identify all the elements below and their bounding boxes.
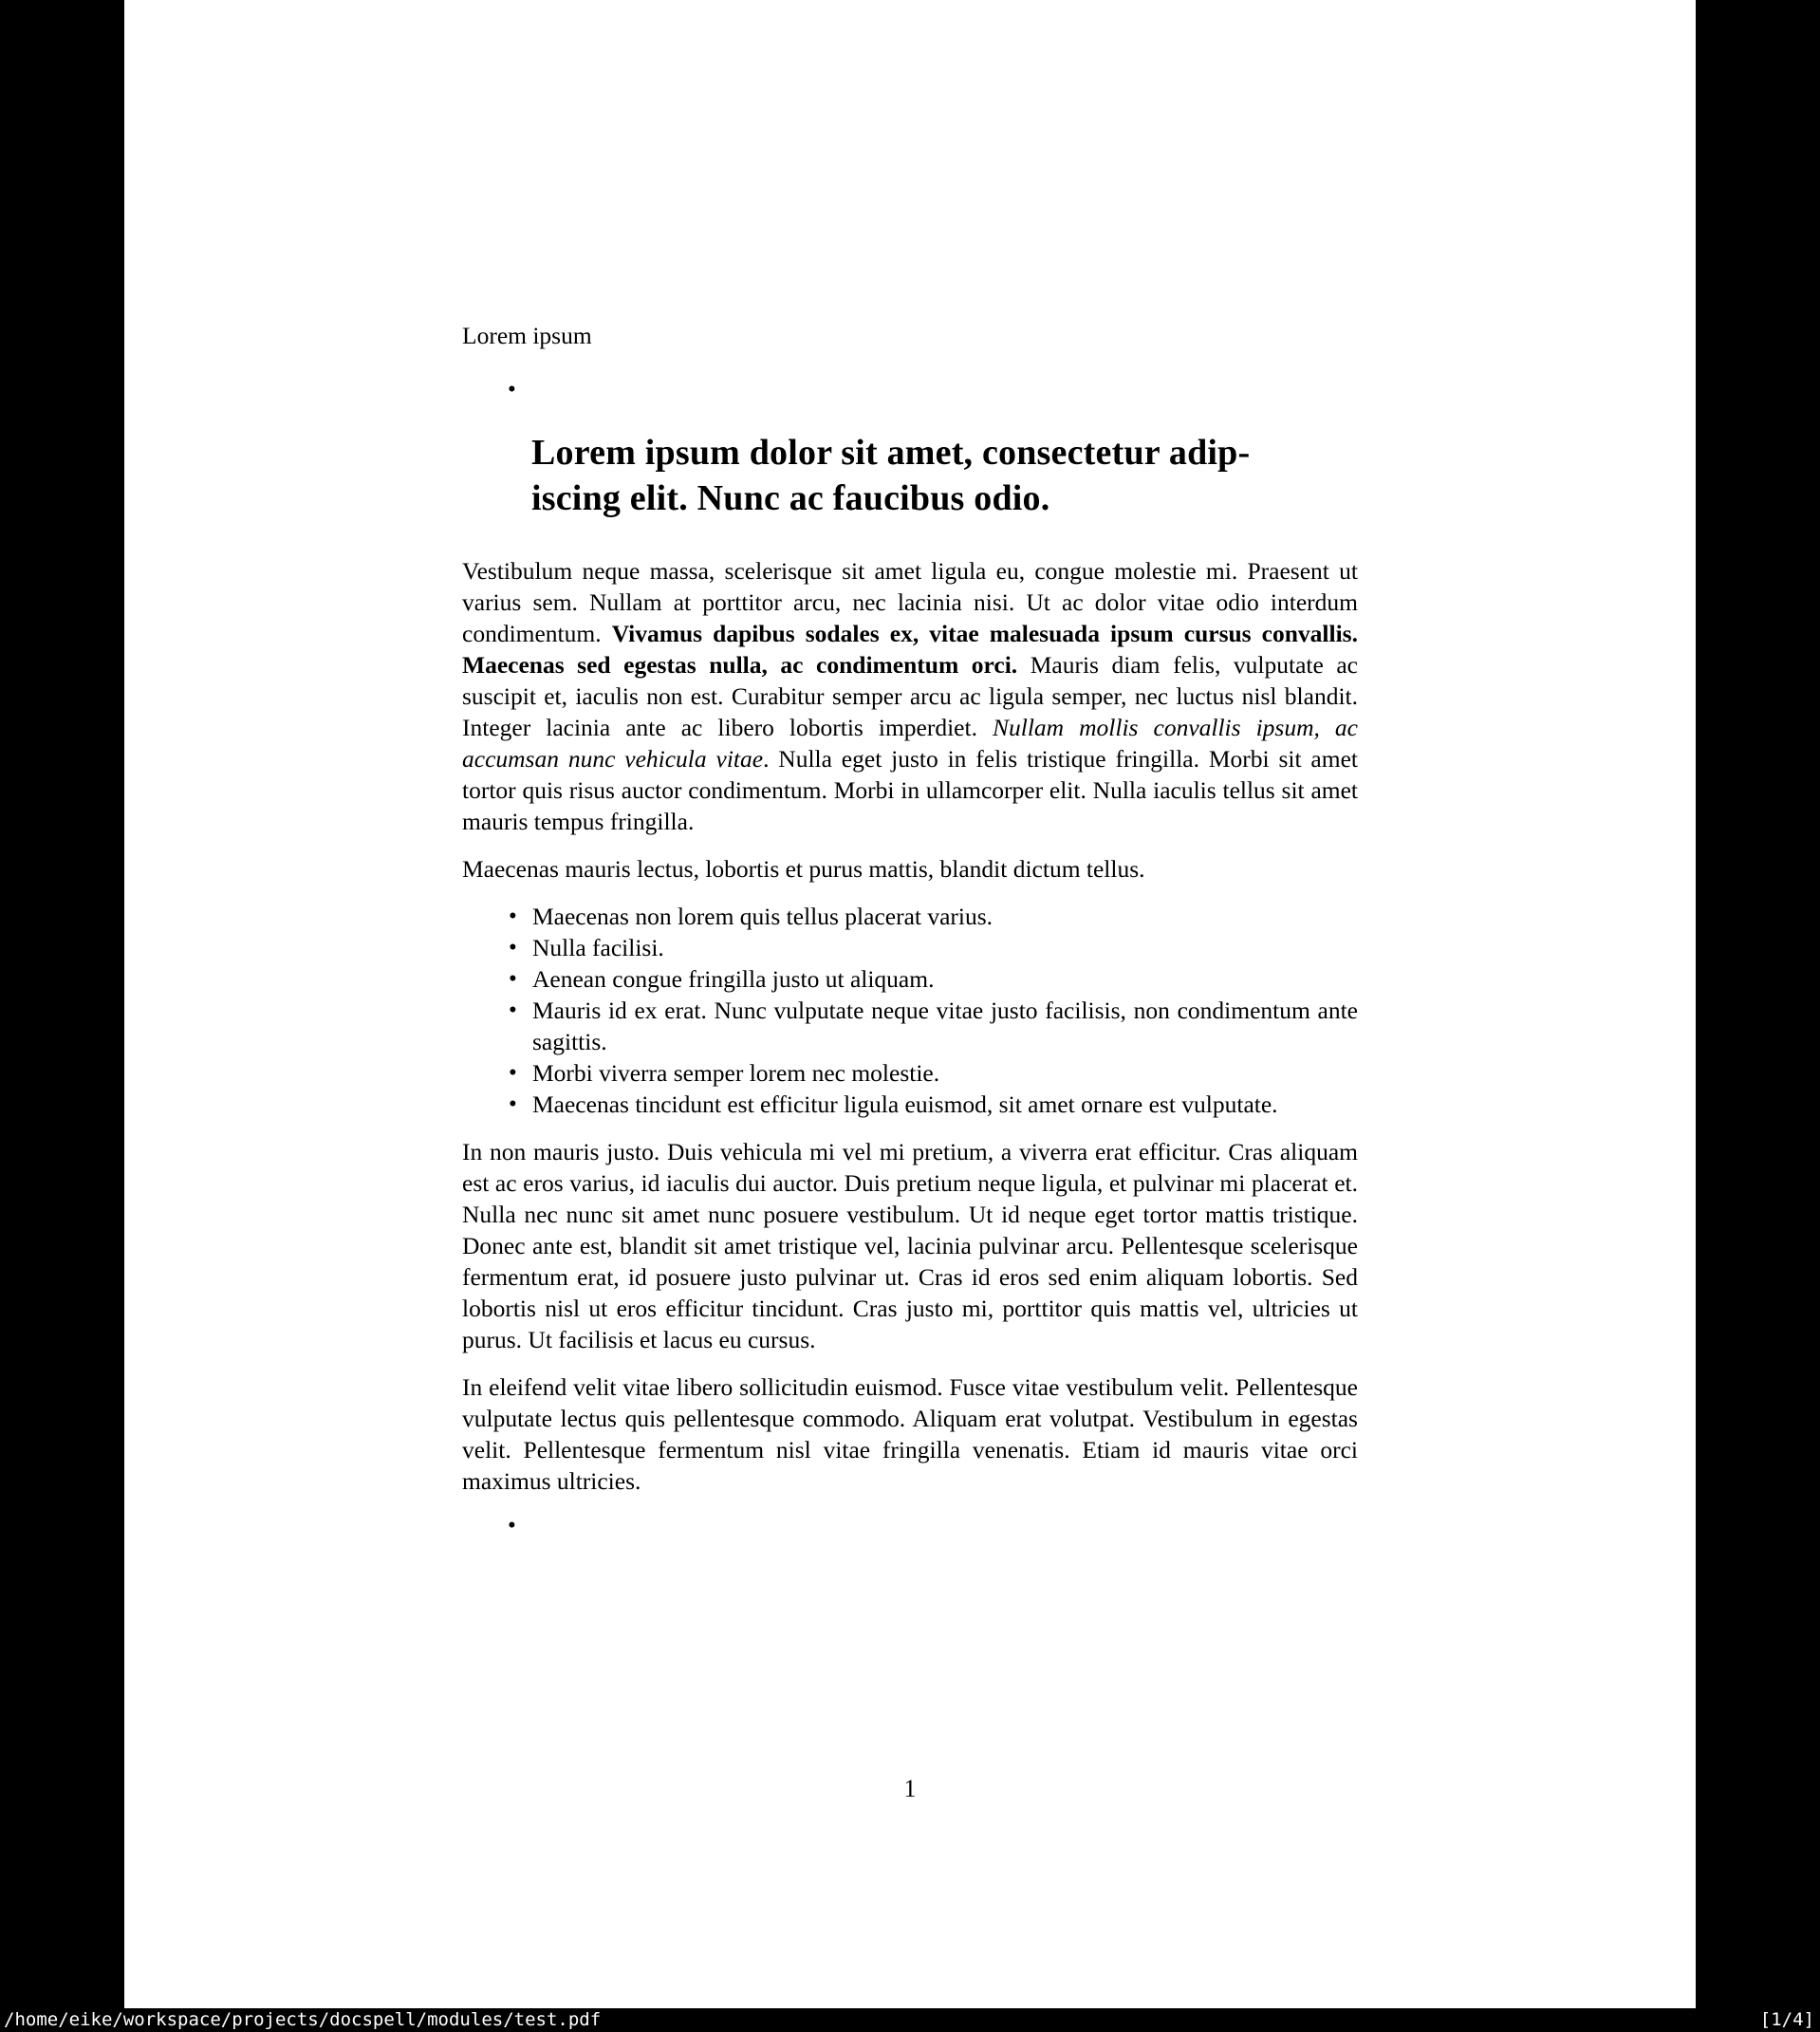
bullet-icon: •: [509, 935, 517, 960]
list-item-text: Mauris id ex erat. Nunc vulputate neque vitae justo facilisis, non condimentum ante sagittis.: [532, 997, 1358, 1055]
heading-line-1: Lorem ipsum dolor sit amet, consectetur adip-: [531, 433, 1251, 473]
list-item: [509, 1089, 1358, 1120]
list-item-text: Aenean congue fringilla justo ut aliquam.: [532, 965, 935, 993]
list-item: [509, 1057, 1358, 1089]
paragraph-1-normal-2: Mauris diam felis, vulputate ac suscipit et, iaculis non est. Curabitur semper arcu ac ligula semper, nec luctus nisl blandit. Integer lacinia ante ac libero lobortis imperdiet.: [462, 651, 1358, 741]
list-item: [509, 995, 1358, 1057]
list-item-text: Maecenas tincidunt est efficitur ligula euismod, sit amet ornare est vulputate.: [532, 1091, 1278, 1118]
list-item-text: Morbi viverra semper lorem nec molestie.: [532, 1059, 940, 1087]
bullet-icon: •: [509, 1091, 517, 1117]
paragraph-4: In eleifend velit vitae libero sollicitudin euismod. Fusce vitae vestibulum velit. Pellentesque vulputate lectus quis pellentesque commodo. Aliquam erat volutpat. Vestibulum in egestas velit. Pellentesque fermentum nisl vitae fringilla venenatis. Etiam id mauris vitae orci maximus ultricies.: [462, 1373, 1358, 1495]
heading-line-2: iscing elit. Nunc ac faucibus odio.: [531, 478, 1050, 518]
bullet-icon: •: [508, 1513, 516, 1538]
bullet-icon: •: [508, 377, 516, 402]
status-file-path: /home/eike/workspace/projects/docspell/modules/test.pdf: [4, 2009, 602, 2030]
empty-list-item: [462, 1510, 1358, 1541]
status-page-indicator: [1/4]: [1759, 2009, 1814, 2030]
list-item: [509, 932, 1358, 963]
paragraph-1-italic: Nullam mollis convallis ipsum, ac accumsan nunc vehicula vitae: [462, 714, 1358, 773]
paragraph-3: In non mauris justo. Duis vehicula mi vel mi pretium, a viverra erat efficitur. Cras aliquam est ac eros varius, id iaculis dui auctor. Duis pretium neque ligula, et pulvinar mi placerat et. Nulla nec nunc sit amet nunc posuere vestibulum. Ut id neque eget tortor mattis tristique. Donec ante est, blandit sit amet tristique vel, lacinia pulvinar arcu. Pellentesque scelerisque fermentum erat, id posuere justo pulvinar ut. Cras id eros sed enim aliquam lobortis. Sed lobortis nisl ut eros efficitur tincidunt. Cras justo mi, porttitor quis mattis vel, ultricies ut purus. Ut facilisis et lacus eu cursus.: [462, 1138, 1358, 1353]
paragraph-1: [462, 555, 1358, 837]
document-heading: [531, 430, 1358, 521]
document-page[interactable]: [124, 0, 1696, 2008]
status-bar: [0, 2008, 1820, 2032]
paragraph-1-normal-3: . Nulla eget justo in felis tristique fringilla. Morbi sit amet tortor quis risus auctor condimentum. Morbi in ullamcorper elit. Nulla iaculis tellus sit amet mauris tempus fringilla.: [462, 745, 1358, 835]
list-item-text: Maecenas non lorem quis tellus placerat varius.: [532, 903, 994, 930]
list-item: [509, 963, 1358, 995]
empty-list-item: [462, 374, 1358, 405]
list-item-text: Nulla facilisi.: [532, 934, 664, 961]
paragraph-1-normal-1: Vestibulum neque massa, scelerisque sit amet ligula eu, congue molestie mi. Praesent ut varius sem. Nullam at porttitor arcu, nec lacinia nisi. Ut ac dolor vitae odio interdum condimentum.: [462, 557, 1358, 647]
page-number: 1: [903, 1775, 917, 1802]
bullet-icon: •: [509, 904, 517, 929]
bullet-icon: •: [509, 966, 517, 992]
bullet-list: [462, 901, 1358, 1120]
list-item: [509, 901, 1358, 932]
paragraph-2: Maecenas mauris lectus, lobortis et purus mattis, blandit dictum tellus.: [462, 855, 1145, 883]
paragraph-1-bold: Vivamus dapibus sodales ex, vitae malesuada ipsum cursus convallis. Maecenas sed egestas nulla, ac condimentum orci.: [462, 620, 1358, 679]
document-content: [462, 0, 1358, 1541]
bullet-icon: •: [509, 1060, 517, 1086]
paragraph-opener: Lorem ipsum: [462, 322, 592, 349]
bullet-icon: •: [509, 997, 517, 1023]
